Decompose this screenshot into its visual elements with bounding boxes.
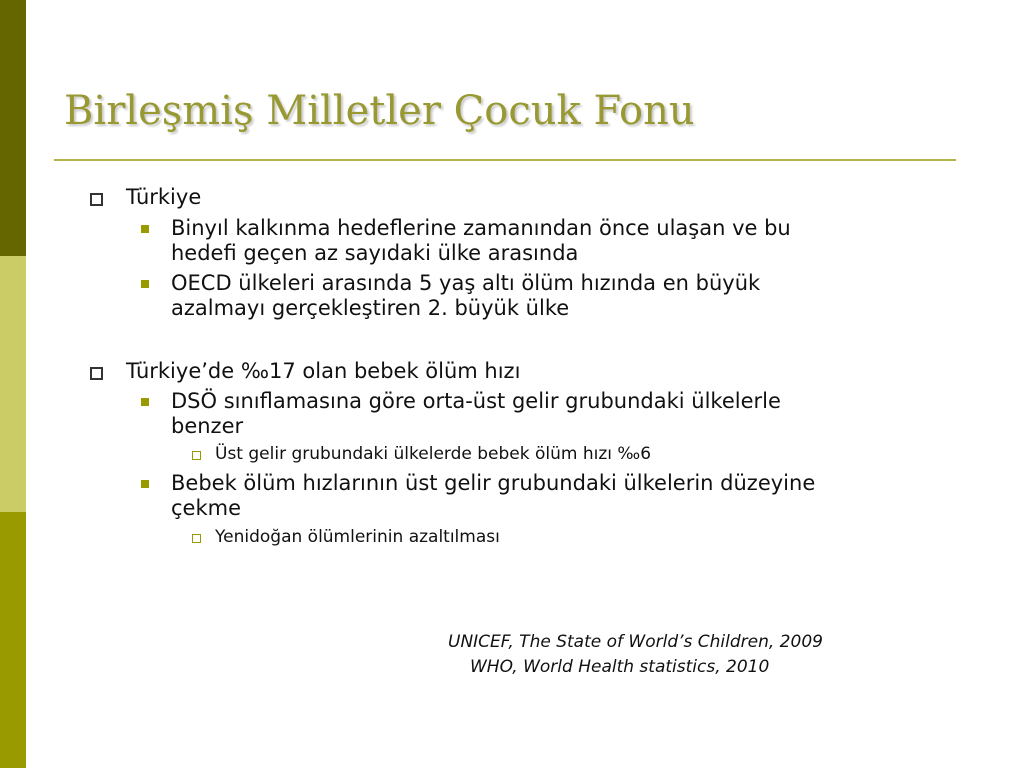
slide-title: Birleşmiş Milletler Çocuk Fonu bbox=[64, 88, 695, 134]
bullet-level3: Üst gelir grubundaki ülkelerde bebek ölüm hızı ‰6 bbox=[215, 444, 652, 464]
bullet-level3: Yenidoğan ölümlerinin azaltılması bbox=[215, 527, 500, 547]
bullet-level2-line2: azalmayı gerçekleştiren 2. büyük ülke bbox=[171, 296, 570, 320]
bullet-level2-line2: benzer bbox=[171, 414, 244, 438]
source-citation: WHO, World Health statistics, 2010 bbox=[470, 657, 770, 677]
source-citation: UNICEF, The State of World’s Children, 2009 bbox=[448, 632, 823, 652]
bullet-level2-line1: OECD ülkeleri arasında 5 yaş altı ölüm hızında en büyük bbox=[171, 271, 761, 295]
bullet-level1: Türkiye’de ‰17 olan bebek ölüm hızı bbox=[126, 359, 521, 383]
hollow-square-bullet-icon bbox=[192, 451, 201, 460]
filled-square-bullet-icon bbox=[141, 398, 149, 406]
filled-square-bullet-icon bbox=[141, 225, 149, 233]
bullet-level1: Türkiye bbox=[126, 185, 202, 209]
square-bullet-icon bbox=[90, 193, 103, 206]
bullet-level2-line1: Binyıl kalkınma hedeflerine zamanından önce ulaşan ve bu bbox=[171, 216, 791, 240]
bullet-level2-line2: hedefi geçen az sayıdaki ülke arasında bbox=[171, 241, 579, 265]
bullet-level2-line1: Bebek ölüm hızlarının üst gelir grubundaki ülkelerin düzeyine bbox=[171, 471, 816, 495]
filled-square-bullet-icon bbox=[141, 480, 149, 488]
hollow-square-bullet-icon bbox=[192, 534, 201, 543]
bullet-level2-line1: DSÖ sınıflamasına göre orta-üst gelir grubundaki ülkelerle bbox=[171, 389, 781, 413]
bullet-level2-line2: çekme bbox=[171, 496, 242, 520]
square-bullet-icon bbox=[90, 367, 103, 380]
filled-square-bullet-icon bbox=[141, 280, 149, 288]
